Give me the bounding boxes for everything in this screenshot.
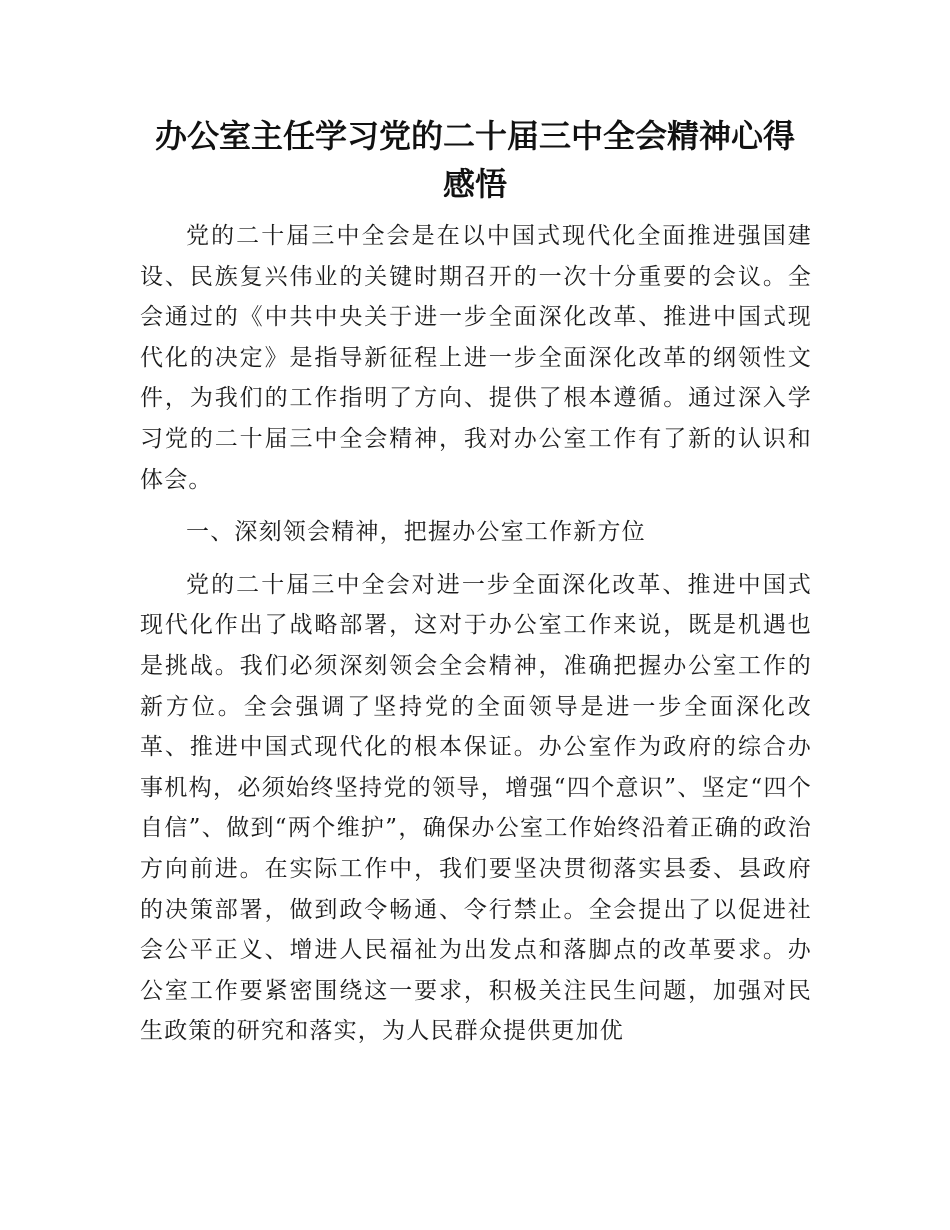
section-heading: 一、深刻领会精神，把握办公室工作新方位 — [186, 519, 646, 546]
document-body — [140, 216, 812, 1052]
section-paragraph: 党的二十届三中全会对进一步全面深化改革、推进中国式现代化作出了战略部署，这对于办公室工作来说，既是机遇也是挑战。我们必须深刻领会全会精神，准确把握办公室工作的新方位。全会强调了坚持党的全面领导是进一步全面深化改革、推进中国式现代化的根本保证。办公室作为政府的综合办事机构，必须始终坚持党的领导，增强“四个意识”、坚定“四个自信”、做到“两个维护”，确保办公室工作始终沿着正确的政治方向前进。在实际工作中，我们要坚决贯彻落实县委、县政府的决策部署，做到政令畅通、令行禁止。全会提出了以促进社会公平正义、增进人民福祉为出发点和落脚点的改革要求。办公室工作要紧密围绕这一要求，积极关注民生问题，加强对民生政策的研究和落实，为人民群众提供更加优 — [140, 571, 812, 1045]
document-title: 办公室主任学习党的二十届三中全会精神心得感悟 — [154, 117, 795, 203]
intro-paragraph: 党的二十届三中全会是在以中国式现代化全面推进强国建设、民族复兴伟业的关键时期召开的一次十分重要的会议。全会通过的《中共中央关于进一步全面深化改革、推进中国式现代化的决定》是指导新征程上进一步全面深化改革的纲领性文件，为我们的工作指明了方向、提供了根本遵循。通过深入学习党的二十届三中全会精神，我对办公室工作有了新的认识和体会。 — [140, 223, 812, 493]
